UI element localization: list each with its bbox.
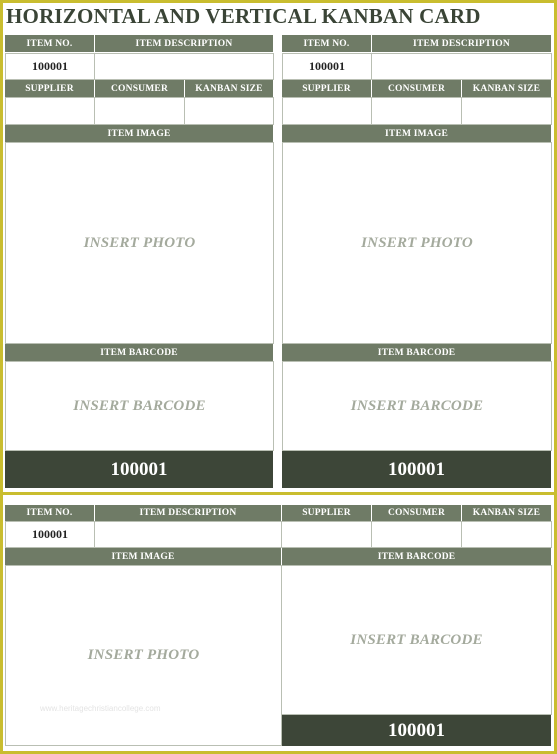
- supplier-field[interactable]: [281, 521, 372, 548]
- supplier-field[interactable]: [5, 97, 95, 125]
- photo-placeholder[interactable]: [5, 142, 274, 344]
- photo-placeholder[interactable]: [282, 142, 552, 344]
- barcode-placeholder[interactable]: [282, 361, 552, 451]
- item-description-field[interactable]: [94, 521, 282, 548]
- kanban-size-header: KANBAN SIZE: [462, 505, 551, 521]
- item-number-footer: 100001: [282, 715, 551, 746]
- insert-barcode-text: INSERT BARCODE: [350, 397, 484, 414]
- watermark-text: www.heritagechristiancollege.com: [40, 704, 161, 713]
- item-image-header: ITEM IMAGE: [5, 125, 273, 142]
- kanban-size-header: KANBAN SIZE: [462, 80, 551, 97]
- insert-photo-text: INSERT PHOTO: [361, 234, 473, 251]
- item-description-header: ITEM DESCRIPTION: [95, 35, 273, 52]
- item-description-field[interactable]: [94, 53, 274, 80]
- item-description-field[interactable]: [371, 53, 552, 80]
- supplier-header: SUPPLIER: [282, 80, 371, 97]
- consumer-header: CONSUMER: [95, 80, 184, 97]
- item-no-value[interactable]: 100001: [5, 521, 95, 548]
- insert-photo-text: INSERT PHOTO: [87, 647, 200, 663]
- item-image-header: ITEM IMAGE: [282, 125, 551, 142]
- consumer-header: CONSUMER: [372, 505, 461, 521]
- item-number-footer: 100001: [282, 451, 551, 488]
- consumer-header: CONSUMER: [372, 80, 461, 97]
- item-no-value[interactable]: 100001: [282, 53, 372, 80]
- photo-placeholder[interactable]: [5, 565, 282, 746]
- kanban-size-header: KANBAN SIZE: [185, 80, 273, 97]
- barcode-placeholder[interactable]: [281, 565, 552, 715]
- consumer-field[interactable]: [371, 521, 462, 548]
- item-no-header: ITEM NO.: [5, 505, 94, 521]
- item-no-header: ITEM NO.: [5, 35, 94, 52]
- kanban-size-field[interactable]: [184, 97, 274, 125]
- item-description-header: ITEM DESCRIPTION: [95, 505, 281, 521]
- insert-barcode-text: INSERT BARCODE: [73, 397, 206, 414]
- section-divider: [3, 492, 554, 495]
- insert-barcode-text: INSERT BARCODE: [350, 631, 483, 648]
- barcode-placeholder[interactable]: [5, 361, 274, 451]
- item-no-header: ITEM NO.: [282, 35, 371, 52]
- consumer-field[interactable]: [94, 97, 185, 125]
- item-image-header: ITEM IMAGE: [5, 548, 281, 565]
- item-barcode-header: ITEM BARCODE: [282, 548, 551, 565]
- item-description-header: ITEM DESCRIPTION: [372, 35, 551, 52]
- supplier-header: SUPPLIER: [5, 80, 94, 97]
- item-barcode-header: ITEM BARCODE: [5, 344, 273, 361]
- item-barcode-header: ITEM BARCODE: [282, 344, 551, 361]
- item-number-footer: 100001: [5, 451, 273, 488]
- page-title: HORIZONTAL AND VERTICAL KANBAN CARD: [6, 4, 481, 28]
- kanban-size-field[interactable]: [461, 521, 552, 548]
- item-no-value[interactable]: 100001: [5, 53, 95, 80]
- consumer-field[interactable]: [371, 97, 462, 125]
- kanban-size-field[interactable]: [461, 97, 552, 125]
- insert-photo-text: INSERT PHOTO: [83, 234, 196, 251]
- supplier-header: SUPPLIER: [282, 505, 371, 521]
- supplier-field[interactable]: [282, 97, 372, 125]
